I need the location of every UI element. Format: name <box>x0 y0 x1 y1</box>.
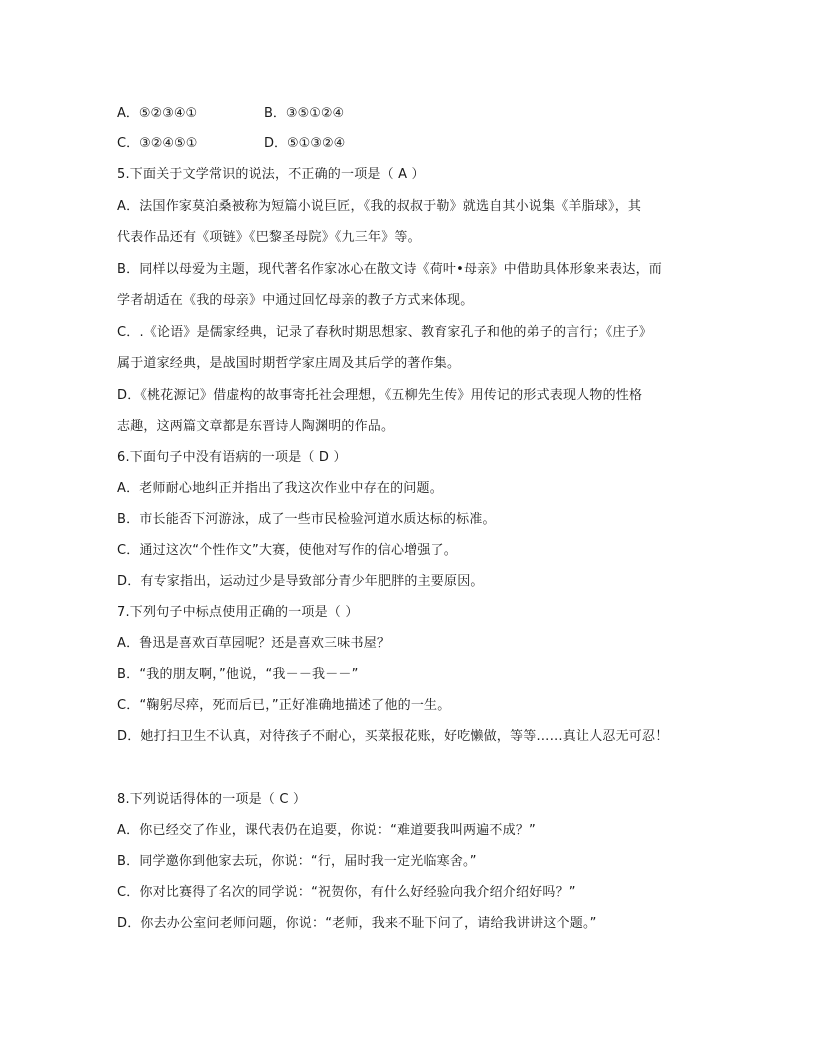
q4-option-b: B．③⑤①②④ <box>264 106 345 121</box>
q8-option-a: A．你已经交了作业，课代表仍在追要，你说：“难道要我叫两遍不成？” <box>117 823 536 838</box>
q6-option-d: D．有专家指出，运动过少是导致部分青少年肥胖的主要原因。 <box>117 574 484 589</box>
q5-option-b-line-2: 学者胡适在《我的母亲》中通过回忆母亲的教子方式来体现。 <box>117 293 474 308</box>
q4-options-row-2 <box>117 134 346 154</box>
q4-option-c: C．③②④⑤① <box>117 136 198 151</box>
q4-option-a: A．⑤②③④① <box>117 106 198 121</box>
q8-option-c: C．你对比赛得了名次的同学说：“祝贺你，有什么好经验向我介绍介绍好吗？” <box>117 885 576 900</box>
q7-option-a: A．鲁迅是喜欢百草园呢？还是喜欢三味书屋？ <box>117 636 391 651</box>
q5-option-d-line-2: 志趣，这两篇文章都是东晋诗人陶渊明的作品。 <box>117 419 395 434</box>
q8-option-b: B．同学邀你到他家去玩，你说：“行，届时我一定光临寒舍。” <box>117 854 477 869</box>
q5-option-b-line-1: B．同样以母爱为主题，现代著名作家冰心在散文诗《荷叶•母亲》中借助具体形象来表达，而 <box>117 262 662 277</box>
q7-stem: 7.下列句子中标点使用正确的一项是（ ） <box>117 605 359 620</box>
q8-option-d: D．你去办公室问老师问题，你说：“老师，我来不耻下问了，请给我讲讲这个题。” <box>117 916 597 931</box>
q5-option-a-line-2: 代表作品还有《项链》《巴黎圣母院》《九三年》等。 <box>117 230 421 245</box>
q7-option-b: B．“我的朋友啊，”他说，“我－－我－－” <box>117 667 359 682</box>
q6-option-c: C．通过这次“个性作文”大赛，使他对写作的信心增强了。 <box>117 543 457 558</box>
q5-option-c-line-1: C．.《论语》是儒家经典，记录了春秋时期思想家、教育家孔子和他的弟子的言行；《庄子》 <box>117 325 653 340</box>
q8-stem: 8.下列说话得体的一项是（ C ） <box>117 792 307 807</box>
q6-option-b: B．市长能否下河游泳，成了一些市民检验河道水质达标的标准。 <box>117 512 496 527</box>
q7-option-d: D．她打扫卫生不认真，对待孩子不耐心，买菜报花账，好吃懒做，等等……真让人忍无可忍！ <box>117 729 669 744</box>
q5-option-c-line-2: 属于道家经典，是战国时期哲学家庄周及其后学的著作集。 <box>117 356 461 371</box>
q5-option-a-line-1: A．法国作家莫泊桑被称为短篇小说巨匠，《我的叔叔于勒》就选自其小说集《羊脂球》，其 <box>117 199 642 214</box>
q7-option-c: C．“鞠躬尽瘁，死而后已，”正好准确地描述了他的一生。 <box>117 698 451 713</box>
q6-option-a: A．老师耐心地纠正并指出了我这次作业中存在的问题。 <box>117 481 443 496</box>
q5-stem: 5.下面关于文学常识的说法，不正确的一项是（ A ） <box>117 167 425 182</box>
q6-stem: 6.下面句子中没有语病的一项是（ D ） <box>117 450 347 465</box>
q4-options-row-1 <box>117 104 345 124</box>
q5-option-d-line-1: D．《桃花源记》借虚构的故事寄托社会理想，《五柳先生传》用传记的形式表现人物的性格 <box>117 388 643 403</box>
q4-option-d: D．⑤①③②④ <box>264 136 346 151</box>
